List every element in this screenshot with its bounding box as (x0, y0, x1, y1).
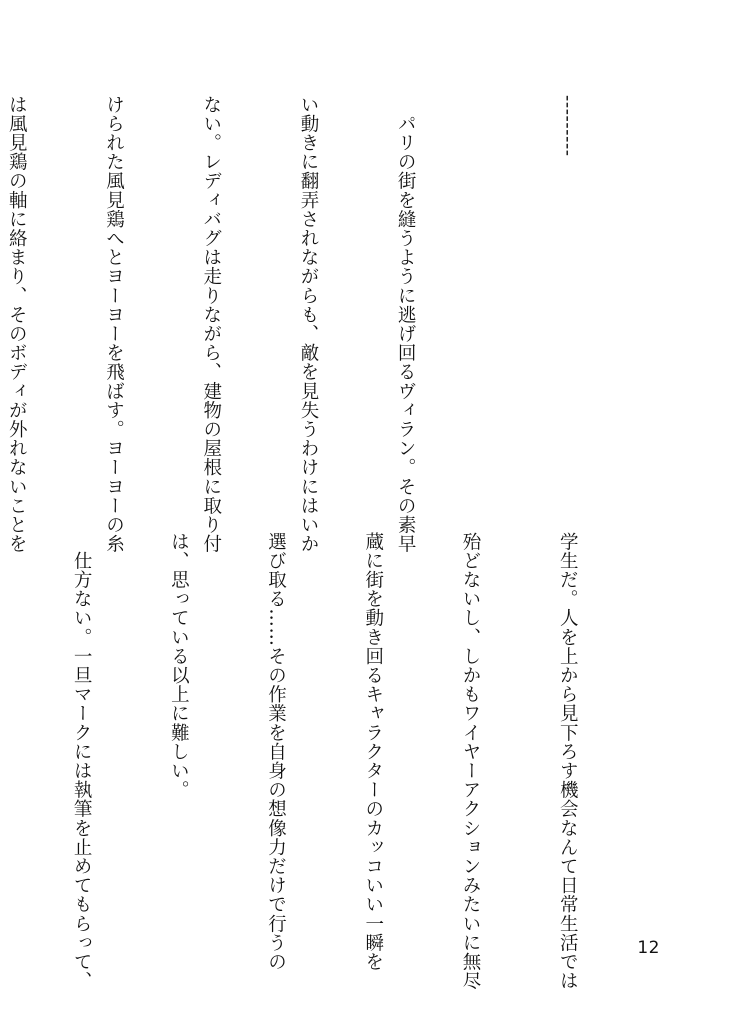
text-block-bottom (71, 532, 648, 991)
page-number: 12 (637, 938, 660, 958)
text-block-top (6, 95, 648, 554)
text-line: 蔵に街を動き回るキャラクターのカッコいい一瞬を (362, 532, 384, 972)
text-line: い動きに翻弄されながらも、敵を見失うわけにはいか (297, 95, 319, 554)
text-line: 学生だ。人を上から見下ろす機会なんて日常生活では (557, 532, 579, 991)
text-line: ない。レディバグは走りながら、建物の屋根に取り付 (200, 95, 222, 554)
text-line: けられた風見鶏へとヨーヨーを飛ばす。ヨーヨーの糸 (103, 95, 125, 554)
scene-break-line: ‐‐‐‐‐‐‐‐‐ (557, 95, 579, 157)
text-line: 殆どないし、しかもワイヤーアクションみたいに無尽 (459, 532, 481, 991)
text-line: 選び取る……その作業を自身の想像力だけで行うの (265, 532, 287, 972)
text-line: は風見鶏の軸に絡まり、そのボディが外れないことを (6, 95, 28, 554)
text-line: は、思っている以上に難しい。 (168, 532, 190, 800)
text-line: パリの街を縫うように逃げ回るヴィラン。その素早 (395, 95, 417, 554)
text-line: 仕方ない。一旦マークには執筆を止めてもらって、 (71, 532, 93, 991)
